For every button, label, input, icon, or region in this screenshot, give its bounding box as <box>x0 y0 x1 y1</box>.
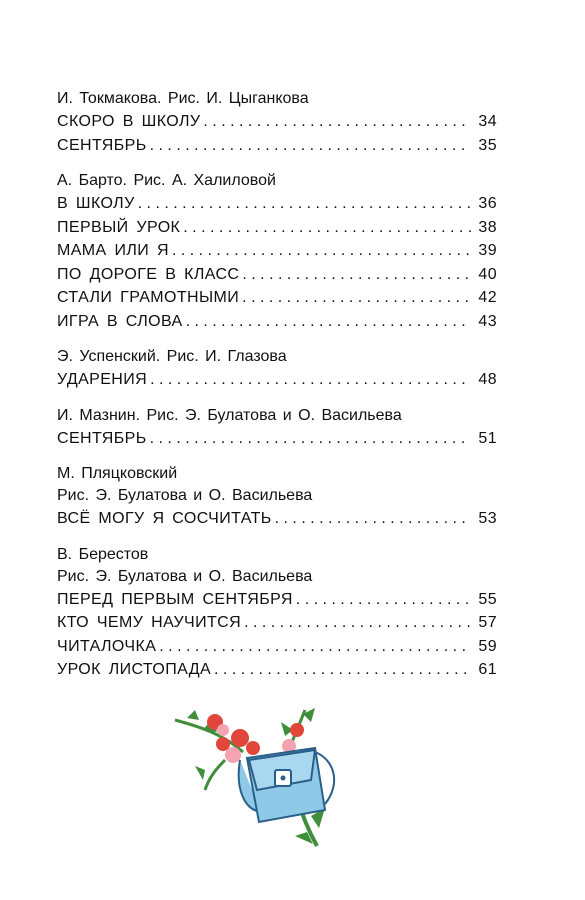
entry-title: В ШКОЛУ <box>57 195 135 212</box>
author-credit: Э. Успенский. Рис. И. Глазова <box>57 348 287 365</box>
page-number: 38 <box>478 218 497 236</box>
page-number: 48 <box>478 371 497 388</box>
toc-entry <box>57 310 497 334</box>
entry-title: СЕНТЯБРЬ <box>57 136 147 154</box>
toc-entry <box>57 216 497 240</box>
page-number: 36 <box>478 195 497 212</box>
page-number: 42 <box>478 289 497 306</box>
entry-title: УДАРЕНИЯ <box>57 371 148 388</box>
dot-leader <box>150 427 471 451</box>
toc-entry <box>57 286 497 310</box>
entry-title: СТАЛИ ГРАМОТНЫМИ <box>57 289 240 306</box>
toc-entry <box>57 134 497 158</box>
toc-entry <box>57 635 497 659</box>
toc-entry <box>57 110 497 134</box>
toc-group <box>57 346 497 392</box>
dot-leader <box>275 507 471 531</box>
dot-leader <box>150 134 471 158</box>
page-number: 40 <box>478 265 497 283</box>
entry-title: МАМА ИЛИ Я <box>57 242 169 259</box>
table-of-contents <box>57 88 497 695</box>
toc-group <box>57 88 497 157</box>
page-number: 57 <box>478 614 497 631</box>
entry-title: УРОК ЛИСТОПАДА <box>57 661 212 678</box>
entry-title: ЧИТАЛОЧКА <box>57 637 157 655</box>
entry-title: КТО ЧЕМУ НАУЧИТСЯ <box>57 614 242 631</box>
page-number: 43 <box>478 312 497 330</box>
toc-entry <box>57 192 497 216</box>
toc-group <box>57 544 497 682</box>
toc-entry <box>57 239 497 263</box>
dot-leader <box>203 110 471 134</box>
dot-leader <box>242 263 471 287</box>
toc-entry <box>57 588 497 612</box>
dot-leader <box>214 658 471 682</box>
toc-entry <box>57 611 497 635</box>
toc-entry <box>57 427 497 451</box>
author-credit: А. Барто. Рис. А. Халиловой <box>57 172 276 189</box>
dot-leader <box>242 286 471 310</box>
page-number: 51 <box>478 429 497 447</box>
author-credit: М. Пляцковский <box>57 465 178 482</box>
toc-entry <box>57 368 497 392</box>
author-credit: Рис. Э. Булатова и О. Васильева <box>57 487 313 504</box>
toc-entry <box>57 263 497 287</box>
dot-leader <box>138 192 471 216</box>
author-credit: В. Берестов <box>57 545 149 563</box>
school-bag-with-flowers-icon <box>165 700 360 850</box>
dot-leader <box>172 239 471 263</box>
page-number: 61 <box>478 661 497 678</box>
page-number: 53 <box>478 510 497 527</box>
toc-entry <box>57 658 497 682</box>
entry-title: СЕНТЯБРЬ <box>57 429 147 447</box>
dot-leader <box>159 635 471 659</box>
dot-leader <box>186 310 471 334</box>
page-number: 39 <box>478 242 497 259</box>
dot-leader <box>150 368 471 392</box>
page-number: 59 <box>478 637 497 655</box>
author-credit: Рис. Э. Булатова и О. Васильева <box>57 567 313 585</box>
dot-leader <box>183 216 471 240</box>
dot-leader <box>296 588 471 612</box>
author-credit: И. Мазнин. Рис. Э. Булатова и О. Васильева <box>57 406 402 424</box>
entry-title: СКОРО В ШКОЛУ <box>57 113 201 130</box>
toc-entry <box>57 507 497 531</box>
toc-group <box>57 405 497 451</box>
entry-title: ИГРА В СЛОВА <box>57 312 183 330</box>
toc-group <box>57 170 497 333</box>
entry-title: ПЕРВЫЙ УРОК <box>57 218 181 236</box>
author-credit: И. Токмакова. Рис. И. Цыганкова <box>57 90 309 107</box>
entry-title: ВСЁ МОГУ Я СОСЧИТАТЬ <box>57 510 272 527</box>
entry-title: ПО ДОРОГЕ В КЛАСС <box>57 265 240 283</box>
dot-leader <box>244 611 471 635</box>
entry-title: ПЕРЕД ПЕРВЫМ СЕНТЯБРЯ <box>57 590 293 608</box>
page-number: 35 <box>478 136 497 154</box>
toc-group <box>57 463 497 531</box>
page-number: 34 <box>478 113 497 130</box>
page-number: 55 <box>478 590 497 608</box>
